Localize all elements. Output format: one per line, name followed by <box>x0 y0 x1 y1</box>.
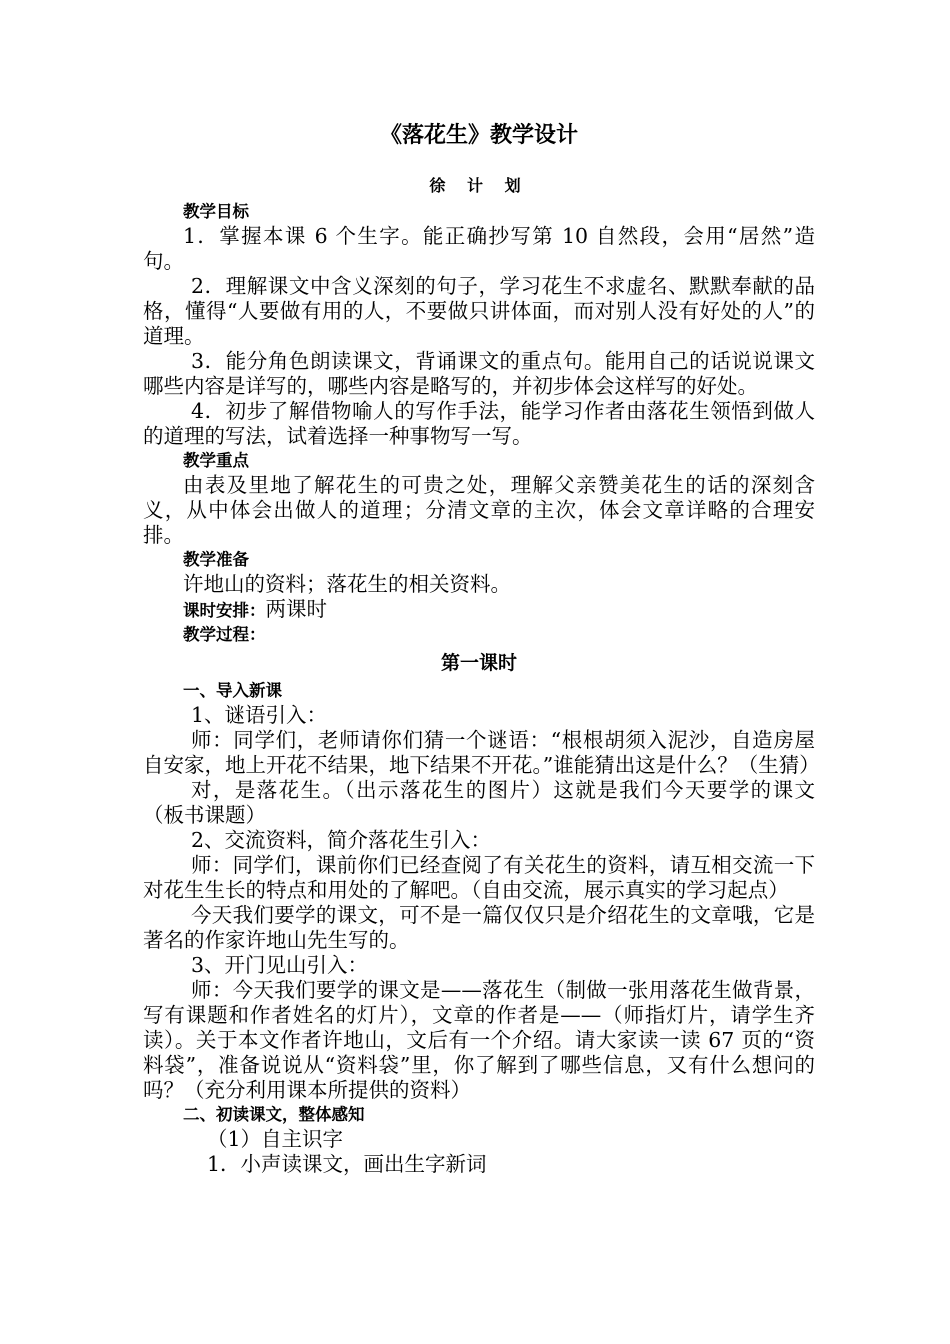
focus-text: 由表及里地了解花生的可贵之处，理解父亲赞美花生的话的深刻含义，从中体会出做人的道理；分清文章的主次，体会文章详略的合理安排。 <box>143 473 815 547</box>
focus-heading: 教学重点 <box>183 451 249 470</box>
part1-item: 师：同学们，老师请你们猜一个谜语：“根根胡须入泥沙，自造房屋自安家，地上开花不结果，地下结果不开花。”谁能猜出这是什么？（生猜） <box>143 728 820 777</box>
part1-item: 师：今天我们要学的课文是——落花生（制做一张用落花生做背景，写有课题和作者姓名的灯片），文章的作者是——（师指灯片，请学生齐读）。关于本文作者许地山，文后有一个介绍。请大家读一读 67 页的“资料袋”，准备说说从“资料袋”里，你了解到了哪些信息，又有什么想问的吗？（充分利用课本所提供的资料） <box>143 978 815 1102</box>
part1-heading: 一、导入新课 <box>183 681 282 700</box>
part1-item: 3、开门见山引入： <box>191 953 369 977</box>
document-body <box>143 200 820 1177</box>
goal-item: 4．初步了解借物喻人的写作手法，能学习作者由落花生领悟到做人的道理的写法，试着选择一种事物写一写。 <box>143 399 815 448</box>
part1-item: 1、谜语引入： <box>191 703 328 727</box>
schedule-value: 两课时 <box>265 597 327 621</box>
part2-item: 1．小声读课文，画出生字新词 <box>207 1152 487 1176</box>
document-author: 徐 计 划 <box>429 176 529 195</box>
part1-item: 师：同学们，课前你们已经查阅了有关花生的资料，请互相交流一下对花生生长的特点和用处的了解吧。（自由交流，展示真实的学习起点） <box>143 853 815 902</box>
prep-heading: 教学准备 <box>183 550 249 569</box>
goal-item: 3．能分角色朗读课文，背诵课文的重点句。能用自己的话说说课文哪些内容是详写的，哪些内容是略写的，并初步体会这样写的好处。 <box>143 349 815 398</box>
part1-item: 今天我们要学的课文，可不是一篇仅仅只是介绍花生的文章哦，它是著名的作家许地山先生写的。 <box>143 903 815 952</box>
lesson1-heading: 第一课时 <box>440 652 517 674</box>
process-heading: 教学过程： <box>183 625 266 644</box>
schedule-label: 课时安排： <box>183 601 266 620</box>
part1-item: 2、交流资料，简介落花生引入： <box>191 828 492 852</box>
part1-item: 对，是落花生。（出示落花生的图片）这就是我们今天要学的课文（板书课题） <box>143 778 815 827</box>
prep-text: 许地山的资料；落花生的相关资料。 <box>183 572 511 596</box>
document-title: 《落花生》教学设计 <box>379 123 578 148</box>
part2-heading: 二、初读课文，整体感知 <box>183 1105 365 1124</box>
goal-item: 2．理解课文中含义深刻的句子，学习花生不求虚名、默默奉献的品格，懂得“人要做有用的人，不要做只讲体面，而对别人没有好处的人”的道理。 <box>143 274 815 348</box>
schedule-line <box>183 597 815 623</box>
goals-heading: 教学目标 <box>183 202 249 221</box>
goal-item: 1．掌握本课 6 个生字。能正确抄写第 10 自然段，会用“居然”造句。 <box>143 224 815 273</box>
part2-item: （1）自主识字 <box>207 1127 344 1151</box>
